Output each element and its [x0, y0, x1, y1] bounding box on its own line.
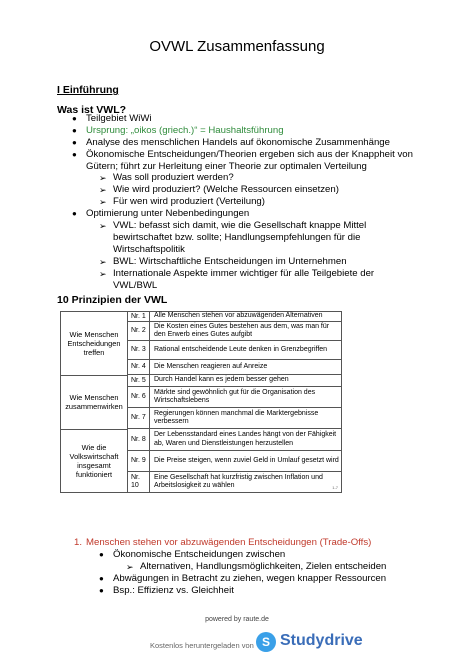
list-item: Optimierung unter Nebenbedingungen [86, 208, 250, 219]
table-row-number: Nr. 1 [127, 312, 149, 322]
download-note: Kostenlos heruntergeladen von [150, 641, 254, 650]
table-row-text: Der Lebensstandard eines Landes hängt von der Fähigkeit ab, Waren und Dienstleistungen herzustellen [149, 429, 341, 451]
sub-item: Internationale Aspekte immer wichtiger für alle Teilgebiete der [113, 268, 375, 279]
table-row-number: Nr. 5 [127, 375, 149, 387]
bullet: ● [99, 550, 104, 559]
table-row-number: Nr. 4 [127, 360, 149, 375]
table-row-text: Märkte sind gewöhnlich gut für die Organisation des Wirtschaftslebens [149, 387, 341, 408]
table-source-note: 1-7 [332, 485, 338, 490]
table-row-number: Nr. 10 [127, 472, 149, 492]
arrow-icon: ➢ [99, 221, 107, 231]
bullet: ● [72, 209, 77, 218]
table-group-label: Wie die Volkswirtschaft insgesamt funktioniert [69, 442, 119, 479]
list-item: Bsp.: Effizienz vs. Gleichheit [113, 585, 234, 596]
powered-by-text: powered by raute.de [205, 616, 269, 623]
page-title: OVWL Zusammenfassung [149, 38, 325, 55]
table-row-number: Nr. 7 [127, 408, 149, 429]
list-item: Ökonomische Entscheidungen zwischen [113, 549, 286, 560]
table-row-text: Rational entscheidende Leute denken in Grenzbegriffen [149, 341, 341, 360]
sub-item: VWL: befasst sich damit, wie die Gesellschaft knappe Mittel [113, 220, 367, 231]
sub-item: BWL: Wirtschaftliche Entscheidungen im Unternehmen [113, 256, 347, 267]
arrow-icon: ➢ [99, 197, 107, 207]
bullet: ● [72, 138, 77, 147]
sub-item-continued: VWL/BWL [113, 280, 158, 291]
table-group-label: Wie Menschen Entscheidungen treffen [61, 312, 127, 376]
table-row-number: Nr. 2 [127, 322, 149, 341]
bullet: ● [72, 126, 77, 135]
list-item: Analyse des menschlichen Handels auf ökonomische Zusammenhänge [86, 137, 390, 148]
table-row-number: Nr. 8 [127, 429, 149, 451]
bullet: ● [72, 114, 77, 123]
section-heading-introduction: I Einführung [57, 84, 119, 96]
sub-item: Für wen wird produziert (Verteilung) [113, 196, 265, 207]
sub-item: Was soll produziert werden? [113, 172, 234, 183]
arrow-icon: ➢ [99, 269, 107, 279]
table-row-text: Regierungen können manchmal die Marktergebnisse verbessern [149, 408, 341, 429]
list-item-continued: Gütern; führt zur Herleitung einer Theorie zur optimalen Verteilung [86, 161, 367, 172]
table-row-text: Die Menschen reagieren auf Anreize [149, 360, 341, 375]
studydrive-logo-icon: S [256, 632, 276, 652]
arrow-icon: ➢ [99, 257, 107, 267]
sub-item-continued: Wirtschaftspolitik [113, 244, 185, 255]
bullet: ● [99, 586, 104, 595]
point-heading: Menschen stehen vor abzuwägenden Entscheidungen (Trade-Offs) [86, 537, 372, 548]
table-row-text: Alle Menschen stehen vor abzuwägenden Alternativen [149, 312, 341, 322]
table-row-number: Nr. 9 [127, 451, 149, 472]
bullet: ● [72, 150, 77, 159]
question-heading: Was ist VWL? [57, 104, 127, 116]
table-row-text: Eine Gesellschaft hat kurzfristig zwischen Inflation und Arbeitslosigkeit zu wählen [149, 472, 341, 492]
principles-table [60, 311, 342, 493]
table-row-text: Durch Handel kann es jedem besser gehen [149, 375, 341, 387]
arrow-icon: ➢ [99, 185, 107, 195]
list-item: Abwägungen in Betracht zu ziehen, wegen knapper Ressourcen [113, 573, 387, 584]
sub-item-continued: bewirtschaftet bzw. sollte; Handlungsempfehlungen für die [113, 232, 361, 243]
table-row-number: Nr. 3 [127, 341, 149, 360]
point-number: 1. [74, 537, 83, 548]
arrow-icon: ➢ [99, 173, 107, 183]
bullet: ● [99, 574, 104, 583]
table-group-label: Wie Menschen zusammenwirken [61, 375, 127, 430]
sub-item: Wie wird produziert? (Welche Ressourcen einsetzen) [113, 184, 339, 195]
studydrive-brand[interactable]: Studydrive [280, 632, 363, 649]
table-row-text: Die Kosten eines Gutes bestehen aus dem, was man für den Erwerb eines Gutes aufgibt [149, 322, 341, 341]
table-row-text: Die Preise steigen, wenn zuviel Geld in Umlauf gesetzt wird [149, 451, 341, 472]
section-heading-principles: 10 Prinzipien der VWL [57, 294, 168, 306]
list-item: Teilgebiet WiWi [86, 113, 152, 124]
list-item: Ursprung: „oikos (griech.)“ = Haushaltsführung [86, 125, 284, 136]
arrow-icon: ➢ [126, 562, 134, 572]
table-row-number: Nr. 6 [127, 387, 149, 408]
sub-item: Alternativen, Handlungsmöglichkeiten, Zielen entscheiden [140, 561, 387, 572]
list-item: Ökonomische Entscheidungen/Theorien ergeben sich aus der Knappheit von [86, 149, 413, 160]
